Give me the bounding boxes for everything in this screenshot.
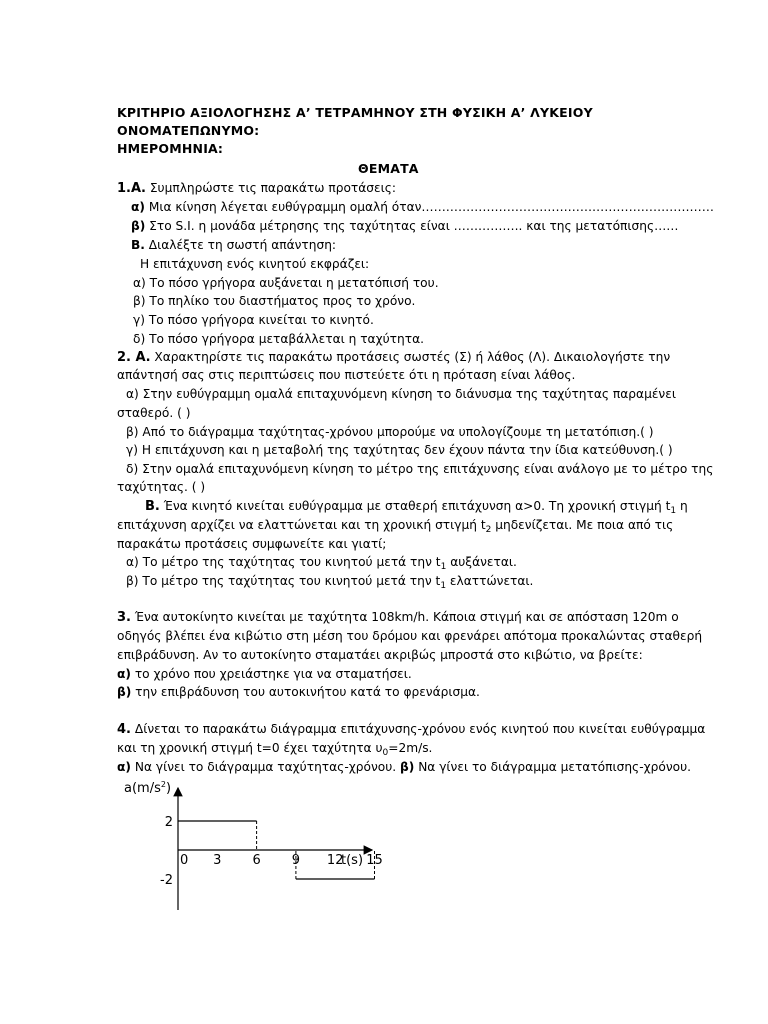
q4-line3: α) Να γίνει το διάγραμμα ταχύτητας-χρόνου. β) Να γίνει το διάγραμμα μετατόπισης-χρόνου. — [117, 760, 692, 774]
q2-B-line2: επιτάχυνση αρχίζει να ελαττώνεται και τη χρονική στιγμή $t_2$ μηδενίζεται. Με ποια από τις — [117, 518, 674, 535]
q3-b-mark: β) — [117, 685, 132, 699]
q2-a-line1: α) Στην ευθύγραμμη ομαλά επιταχυνόμενη κίνηση το διάνυσμα της ταχύτητας παραμένει — [126, 387, 676, 401]
date-label: ΗΜΕΡΟΜΗΝΙΑ: — [117, 141, 224, 156]
q2-b-line: β) Από το διάγραμμα ταχύτητας-χρόνου μπορούμε να υπολογίζουμε τη μετατόπιση.( ) — [126, 425, 654, 439]
x-tick-label: 15 — [366, 853, 383, 868]
y-tick-label: 2 — [164, 815, 173, 830]
q4-a-mark: α) — [117, 760, 131, 774]
q4-line1: 4. Δίνεται το παρακάτω διάγραμμα επιτάχυνσης-χρόνου ενός κινητού που κινείται ευθύγραμμα — [117, 722, 706, 737]
test-title: ΚΡΙΤΗΡΙΟ ΑΞΙΟΛΟΓΗΣΗΣ Α’ ΤΕΤΡΑΜΗΝΟΥ ΣΤΗ ΦΥΣΙΚΗ Α’ ΛΥΚΕΙΟΥ — [117, 105, 593, 120]
y-tick-label: -2 — [160, 873, 173, 888]
x-tick-label: 9 — [291, 853, 301, 868]
q1-option-d: δ) Το πόσο γρήγορα μεταβάλλεται η ταχύτητα. — [133, 332, 424, 346]
q2-a-line2: σταθερό. ( ) — [117, 406, 191, 420]
q4-line2: και τη χρονική στιγμή t=0 έχει ταχύτητα $\upsilon_0=2m/s$. — [117, 741, 433, 758]
q2-B-option-a: α) Το μέτρο της ταχύτητας του κινητού μετά την $t_1$ αυξάνεται. — [126, 555, 517, 572]
q1-a-mark: α) — [131, 200, 145, 214]
q2-B-mark: Β. — [145, 499, 160, 514]
x-tick-label: 12 — [326, 853, 344, 868]
q2-B-line3: παρακάτω προτάσεις συμφωνείτε και γιατί; — [117, 537, 387, 551]
q1-intro: Συμπληρώστε τις παρακάτω προτάσεις: — [149, 181, 396, 195]
q3-a-line: α) το χρόνο που χρειάστηκε για να σταματήσει. — [117, 667, 412, 681]
q3-b-line: β) την επιβράδυνση του αυτοκινήτου κατά το φρενάρισμα. — [117, 685, 480, 699]
q1-b-text: Στο S.I. η μονάδα μέτρησης της ταχύτητας είναι …………….. και της μετατόπισης…… — [149, 219, 679, 233]
q1-number: 1.Α. — [117, 181, 146, 196]
name-label: ΟΝΟΜΑΤΕΠΩΝΥΜΟ: — [117, 123, 260, 138]
q3-line1: 3. Ένα αυτοκίνητο κινείται με ταχύτητα 108km/h. Κάποια στιγμή και σε απόσταση 120m ο — [117, 610, 679, 625]
q1-B-mark: Β. — [131, 238, 145, 252]
q1-option-c: γ) Το πόσο γρήγορα κινείται το κινητό. — [133, 313, 374, 327]
x-tick-label: 0 — [180, 853, 189, 868]
q2-B-line1: Β. Ένα κινητό κινείται ευθύγραμμα με σταθερή επιτάχυνση α>0. Τη χρονική στιγμή $t_1$ η — [145, 499, 688, 516]
q2-d-line2: ταχύτητας. ( ) — [117, 480, 206, 494]
q4-b-mark: β) — [400, 760, 415, 774]
x-axis-label: t(s) — [341, 853, 364, 868]
q3-line3: επιβράδυνση. Αν το αυτοκίνητο σταματάει ακριβώς μπροστά στο κιβώτιο, να βρείτε: — [117, 648, 643, 662]
q1-option-b: β) Το πηλίκο του διαστήματος προς το χρόνο. — [133, 294, 416, 308]
q2-B-option-b: β) Το μέτρο της ταχύτητας του κινητού μετά την $t_1$ ελαττώνεται. — [126, 574, 534, 591]
topics-heading: ΘΕΜΑΤΑ — [358, 161, 419, 176]
q3-line2: οδηγός βλέπει ένα κιβώτιο στη μέση του δρόμου και φρενάρει απότομα προκαλώντας σταθερή — [117, 629, 703, 643]
x-tick-label: 3 — [213, 853, 222, 868]
q2-intro2: απάντησή σας στις περιπτώσεις που πιστεύετε ότι η πρόταση είναι λάθος. — [117, 368, 576, 382]
q2-d-line1: δ) Στην ομαλά επιταχυνόμενη κίνηση το μέτρο της επιτάχυνσης είναι ανάλογο με το μέτρο της — [126, 462, 714, 476]
q1-stem: Η επιτάχυνση ενός κινητού εκφράζει: — [140, 257, 370, 271]
q1-B-intro: Διαλέξτε τη σωστή απάντηση: — [148, 238, 337, 252]
q4-number: 4. — [117, 722, 131, 737]
q2-c-line: γ) Η επιτάχυνση και η μεταβολή της ταχύτητας δεν έχουν πάντα την ίδια κατεύθυνση.( ) — [126, 443, 673, 457]
q2-intro1: Χαρακτηρίστε τις παρακάτω προτάσεις σωστές (Σ) ή λάθος (Λ). Δικαιολογήστε την — [154, 350, 671, 364]
q1-option-a: α) Το πόσο γρήγορα αυξάνεται η μετατόπισή του. — [133, 276, 439, 290]
q2-number: 2. Α. — [117, 350, 151, 365]
q3-a-mark: α) — [117, 667, 131, 681]
q1-a-text: Μια κίνηση λέγεται ευθύγραμμη ομαλή όταν……………………………………………………………… — [148, 200, 714, 214]
y-axis-label: $a(m/s^2)$ — [124, 780, 172, 796]
q1-b-mark: β) — [131, 219, 146, 233]
x-tick-label: 6 — [252, 853, 261, 868]
q3-number: 3. — [117, 610, 131, 625]
